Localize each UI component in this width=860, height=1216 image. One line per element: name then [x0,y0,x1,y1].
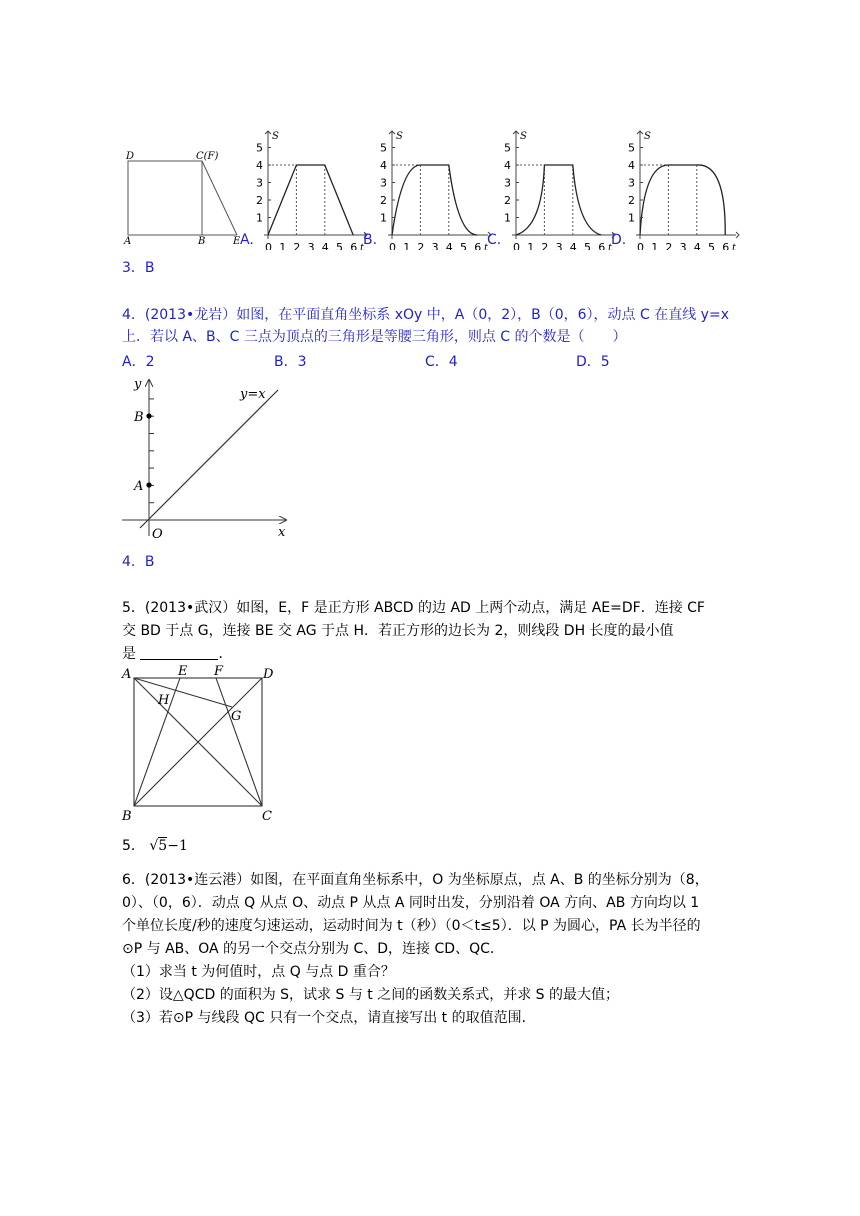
q4-option-d: D．5 [576,354,610,370]
y-tick-label: 4 [256,159,263,172]
graph-y-label: S [396,131,403,142]
x-tick-label: 0 [265,241,272,250]
q3-graph-b [380,131,491,250]
q3-figures [118,126,758,250]
y-tick-label: 3 [628,176,635,190]
q3-label-a: A [124,236,132,247]
graph-y-label: S [520,131,527,142]
y-tick-label: 1 [628,211,635,225]
q3-graph-c [504,131,615,250]
x-tick-label: 6 [722,241,730,250]
x-tick-label: 3 [307,241,315,250]
y-tick-label: 1 [380,211,387,225]
q5-label-g: G [231,709,242,724]
q4-option-b: B．3 [274,354,307,370]
q5-stem-line2: 交 BD 于点 G，连接 BE 交 AG 于点 H．若正方形的边长为 2，则线段 DH 长度的最小值 [122,623,674,639]
graph-curve [640,165,725,235]
graph-curve [392,165,477,235]
x-tick-label: 2 [417,241,425,250]
x-tick-label: 0 [637,241,644,250]
graph-x-label: t [608,243,613,250]
y-tick-label: 3 [256,176,263,190]
q4-stem-line1: 4．(2013•龙岩）如图，在平面直角坐标系 xOy 中，A（0，2），B（0，6），动点 C 在直线 y=x [122,307,729,323]
graph-x-label: t [732,243,737,250]
q5-label-a: A [122,667,132,682]
sqrt-symbol: √ [149,838,159,854]
y-tick-label: 4 [628,159,635,172]
y-axis-label: y [134,377,142,392]
x-tick-label: 1 [527,241,535,250]
q6-sub-question-2: （2）设△QCD 的面积为 S，试求 S 与 t 之间的函数关系式，并求 S 的最大值； [122,987,619,1003]
y-tick-label: 3 [504,176,511,190]
y-tick-label: 5 [380,141,387,155]
q4-option-a: A．2 [122,354,155,370]
point-a [146,482,151,487]
graph-y-label: S [644,131,651,142]
x-tick-label: 4 [445,241,453,250]
q6-stem-line2: 0）、（0，6）．动点 Q 从点 O、动点 P 从点 A 同时出发，分别沿着 OA 方向、AB 方向均以 1 [122,895,700,911]
x-tick-label: 1 [403,241,411,250]
q4-coordinate-figure [118,372,298,544]
line-label: y=x [240,387,266,402]
q6-stem-line3: 个单位长度/秒的速度匀速运动，运动时间为 t（秒）（0＜t≤5）．以 P 为圆心，PA 长为半径的 [122,918,701,934]
graph-x-label: t [360,243,365,250]
q3-answer: 3．B [122,260,155,276]
y-tick-label: 1 [256,211,263,225]
q3-square-figure [123,151,241,247]
x-tick-label: 6 [598,241,606,250]
q5-answer-radicand: 5 [158,838,168,854]
x-tick-label: 4 [693,241,701,250]
y-tick-label: 5 [504,141,511,155]
x-tick-label: 2 [541,241,549,250]
x-tick-label: 2 [665,241,673,250]
q3-label-d: D [126,151,135,162]
origin-label: O [152,527,163,542]
point-a-label: A [134,479,144,494]
q3-option-b: B. [363,232,378,248]
graph-curve [268,165,353,235]
y-tick-label: 1 [504,211,511,225]
x-axis-label: x [278,525,286,540]
q5-answer-suffix: −1 [167,838,188,854]
q4-answer: 4．B [122,554,155,570]
x-tick-label: 4 [569,241,577,250]
q4-stem-line2: 上．若以 A、B、C 三点为顶点的三角形是等腰三角形，则点 C 的个数是（ ） [122,329,627,345]
point-b [146,413,151,418]
graph-curve [516,165,601,235]
q5-answer [122,836,188,856]
q4-option-c: C．4 [425,354,458,370]
q3-option-c: C. [487,232,502,248]
x-tick-label: 5 [336,241,343,250]
x-tick-label: 2 [293,241,301,250]
y-tick-label: 5 [628,141,635,155]
answer-blank [140,645,218,660]
q5-stem-line3-prefix: 是 [122,646,136,662]
x-tick-label: 3 [431,241,439,250]
q3-label-c: C(F) [196,151,219,162]
q5-square-figure [118,660,288,828]
line-y-equals-x [140,390,278,528]
x-tick-label: 0 [389,241,396,250]
x-tick-label: 1 [651,241,659,250]
q5-label-c: C [262,809,272,824]
x-tick-label: 1 [279,241,287,250]
x-tick-label: 3 [679,241,687,250]
graph-y-label: S [272,131,279,142]
graph-x-label: t [484,243,489,250]
q5-label-b: B [122,809,132,824]
y-tick-label: 2 [628,194,635,207]
q6-sub-question-3: （3）若⊙P 与线段 QC 只有一个交点，请直接写出 t 的取值范围． [122,1010,536,1026]
q5-answer-prefix: 5． [122,838,145,854]
x-tick-label: 6 [474,241,482,250]
q6-sub-question-1: （1）求当 t 为何值时，点 Q 与点 D 重合？ [122,964,395,980]
y-tick-label: 3 [380,176,387,190]
q5-label-e: E [178,664,188,679]
x-tick-label: 5 [460,241,467,250]
q3-option-a: A. [240,232,254,248]
y-tick-label: 2 [256,194,263,207]
y-tick-label: 2 [380,194,387,207]
y-tick-label: 4 [380,159,387,172]
q5-stem-line1: 5．(2013•武汉）如图，E，F 是正方形 ABCD 的边 AD 上两个动点，满足 AE=DF．连接 CF [122,600,705,616]
x-tick-label: 5 [584,241,591,250]
x-tick-label: 0 [513,241,520,250]
q5-stem-line3-suffix: ． [218,646,233,662]
q5-label-h: H [158,693,170,708]
x-tick-label: 6 [350,241,358,250]
y-tick-label: 5 [256,141,263,155]
q3-label-e: E [233,236,241,247]
q3-label-b: B [198,236,206,247]
point-b-label: B [134,410,144,425]
q3-graph-d [628,131,739,250]
q3-option-d: D. [611,232,627,248]
q5-label-d: D [263,667,274,682]
y-tick-label: 2 [504,194,511,207]
x-tick-label: 4 [321,241,329,250]
y-tick-label: 4 [504,159,511,172]
q5-label-f: F [214,664,224,679]
q6-stem-line1: 6．(2013•连云港）如图，在平面直角坐标系中，O 为坐标原点，点 A、B 的坐标分别为（8， [122,872,709,888]
x-tick-label: 5 [708,241,715,250]
q6-stem-line4: ⊙P 与 AB、OA 的另一个交点分别为 C、D，连接 CD、QC． [122,941,504,957]
x-tick-label: 3 [555,241,563,250]
x-arrow [736,232,739,238]
q3-graph-a [256,131,367,250]
